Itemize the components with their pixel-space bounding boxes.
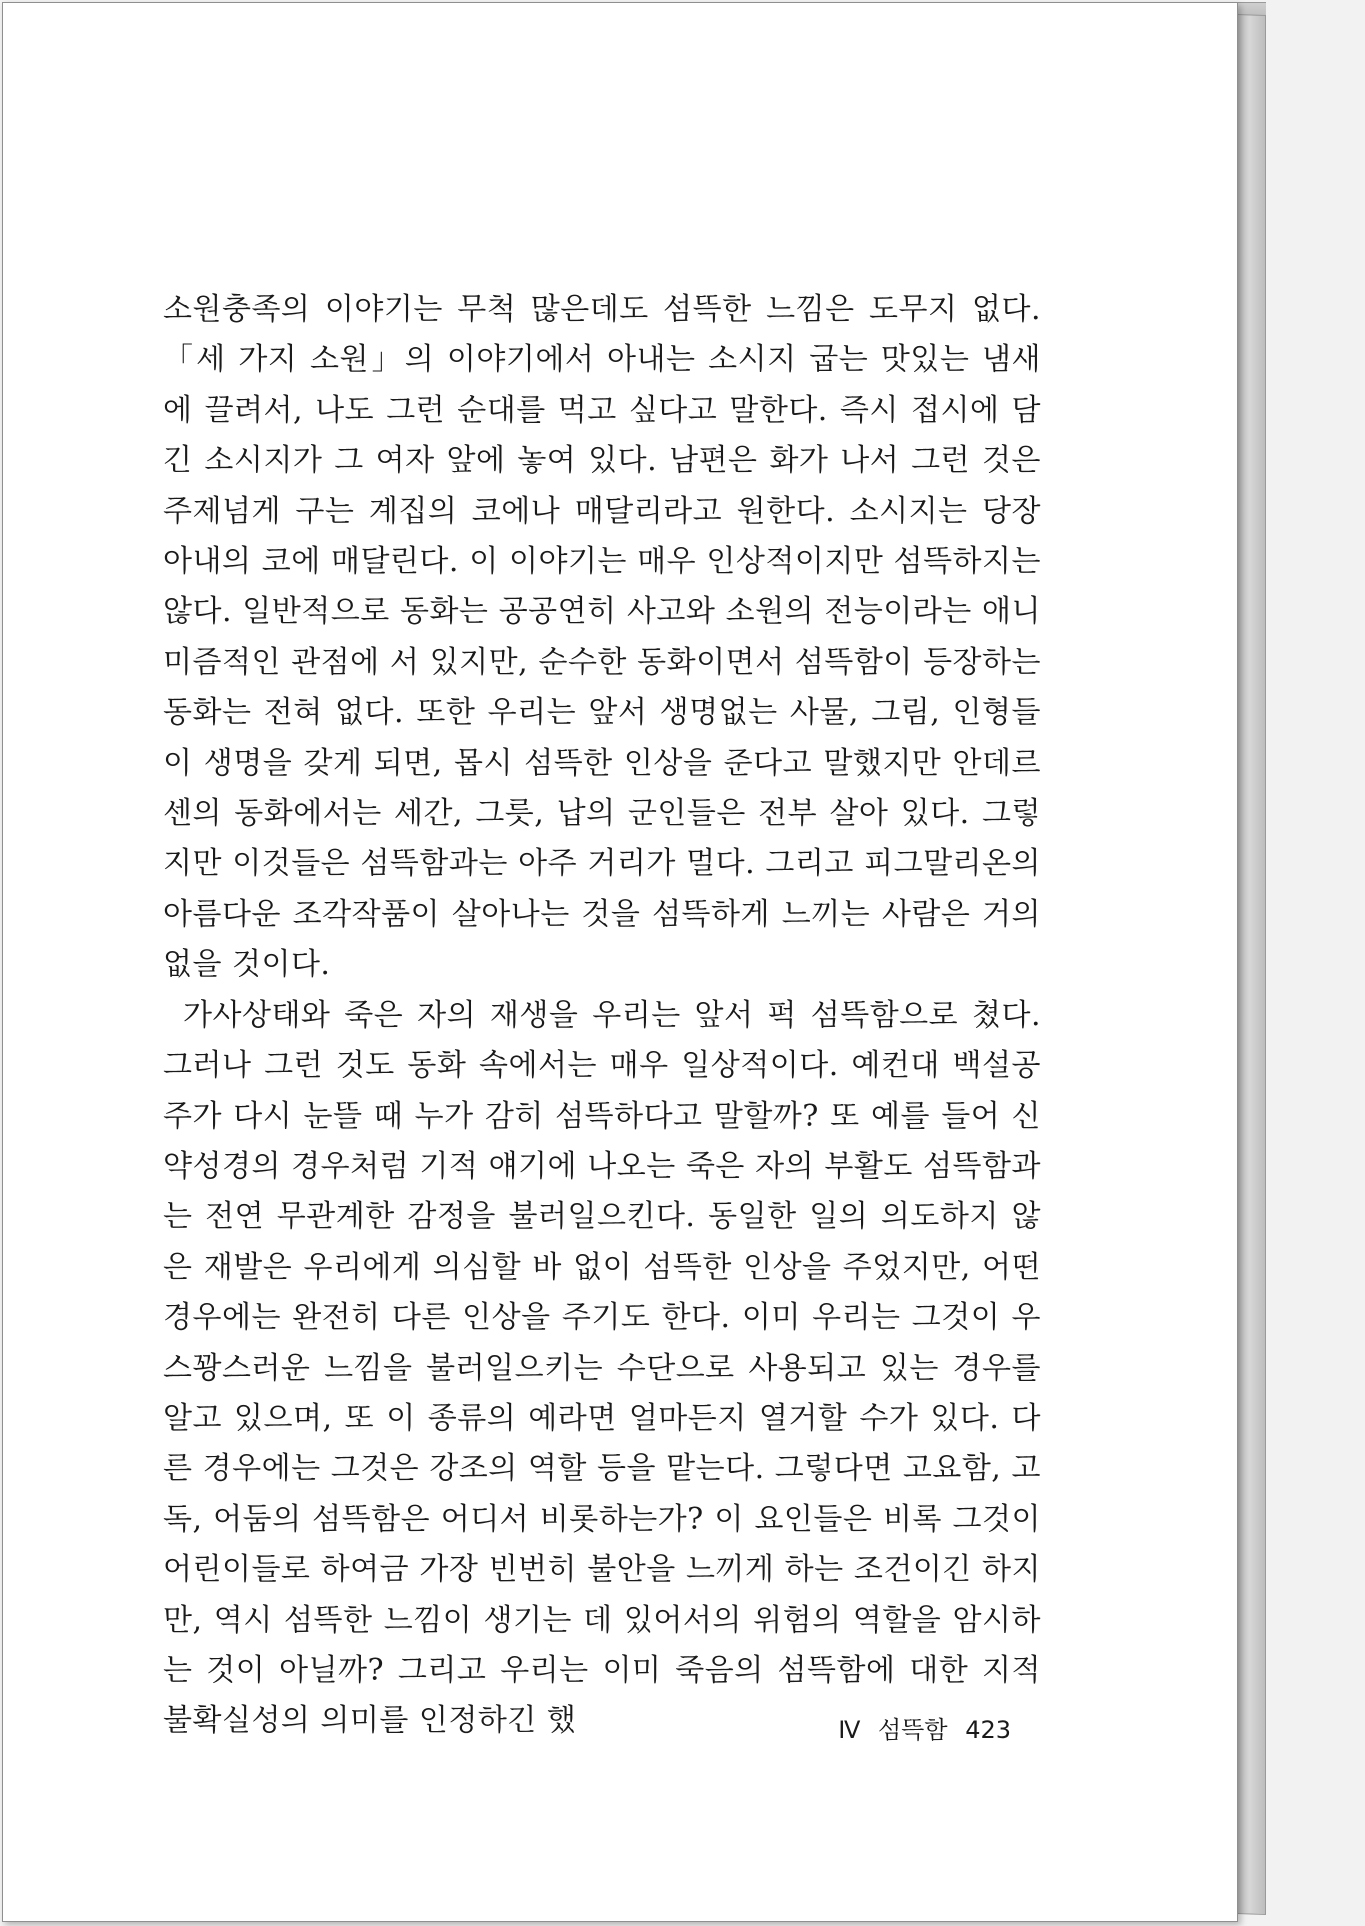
section-title: 섬뜩함 — [877, 1716, 948, 1744]
chapter-number: Ⅳ — [838, 1716, 861, 1744]
book-page-edges — [1236, 14, 1266, 1915]
paragraph-2: 가사상태와 죽은 자의 재생을 우리는 앞서 퍽 섬뜩함으로 쳤다. 그러나 그런 것도 동화 속에서는 매우 일상적이다. 예컨대 백설공주가 다시 눈뜰 때 누가 감히 섬뜩하다고 말할까? 또 예를 들어 신약성경의 경우처럼 기적 얘기에 나오는 죽은 자의 부활도 섬뜩함과는 전연 무관계한 감정을 불러일으킨다. 동일한 일의 의도하지 않은 재발은 우리에게 의심할 바 없이 섬뜩한 인상을 주었지만, 어떤 경우에는 완전히 다른 인상을 주기도 한다. 이미 우리는 그것이 우스꽝스러운 느낌을 불러일으키는 수단으로 사용되고 있는 경우를 알고 있으며, 또 이 종류의 예라면 얼마든지 열거할 수가 있다. 다른 경우에는 그것은 강조의 역할 등을 맡는다. 그렇다면 고요함, 고독, 어둠의 섬뜩함은 어디서 비롯하는가? 이 요인들은 비록 그것이 어린이들로 하여금 가장 빈번히 불안을 느끼게 하는 조건이긴 하지만, 역시 섬뜩한 느낌이 생기는 데 있어서의 위험의 역할을 암시하는 것이 아닐까? 그리고 우리는 이미 죽음의 섬뜩함에 대한 지적 불확실성의 의미를 인정하긴 했 — [163, 997, 1041, 1739]
page-number: 423 — [965, 1716, 1011, 1744]
paragraph-1: 소원충족의 이야기는 무척 많은데도 섬뜩한 느낌은 도무지 없다. 「세 가지 소원」의 이야기에서 아내는 소시지 굽는 맛있는 냄새에 끌려서, 나도 그런 순대를 먹고 싶다고 말한다. 즉시 접시에 담긴 소시지가 그 여자 앞에 놓여 있다. 남편은 화가 나서 그런 것은 주제넘게 구는 계집의 코에나 매달리라고 원한다. 소시지는 당장 아내의 코에 매달린다. 이 이야기는 매우 인상적이지만 섬뜩하지는 않다. 일반적으로 동화는 공공연히 사고와 소원의 전능이라는 애니미즘적인 관점에 서 있지만, 순수한 동화이면서 섬뜩함이 등장하는 동화는 전혀 없다. 또한 우리는 앞서 생명없는 사물, 그림, 인형들이 생명을 갖게 되면, 몹시 섬뜩한 인상을 준다고 말했지만 안데르센의 동화에서는 세간, 그릇, 납의 군인들은 전부 살아 있다. 그렇지만 이것들은 섬뜩함과는 아주 거리가 멀다. 그리고 피그말리온의 아름다운 조각작품이 살아나는 것을 섬뜩하게 느끼는 사람은 거의 없을 것이다. — [163, 292, 1041, 983]
page-footer — [828, 1710, 1011, 1745]
book-page — [2, 2, 1238, 1922]
body-text — [163, 285, 1041, 1747]
